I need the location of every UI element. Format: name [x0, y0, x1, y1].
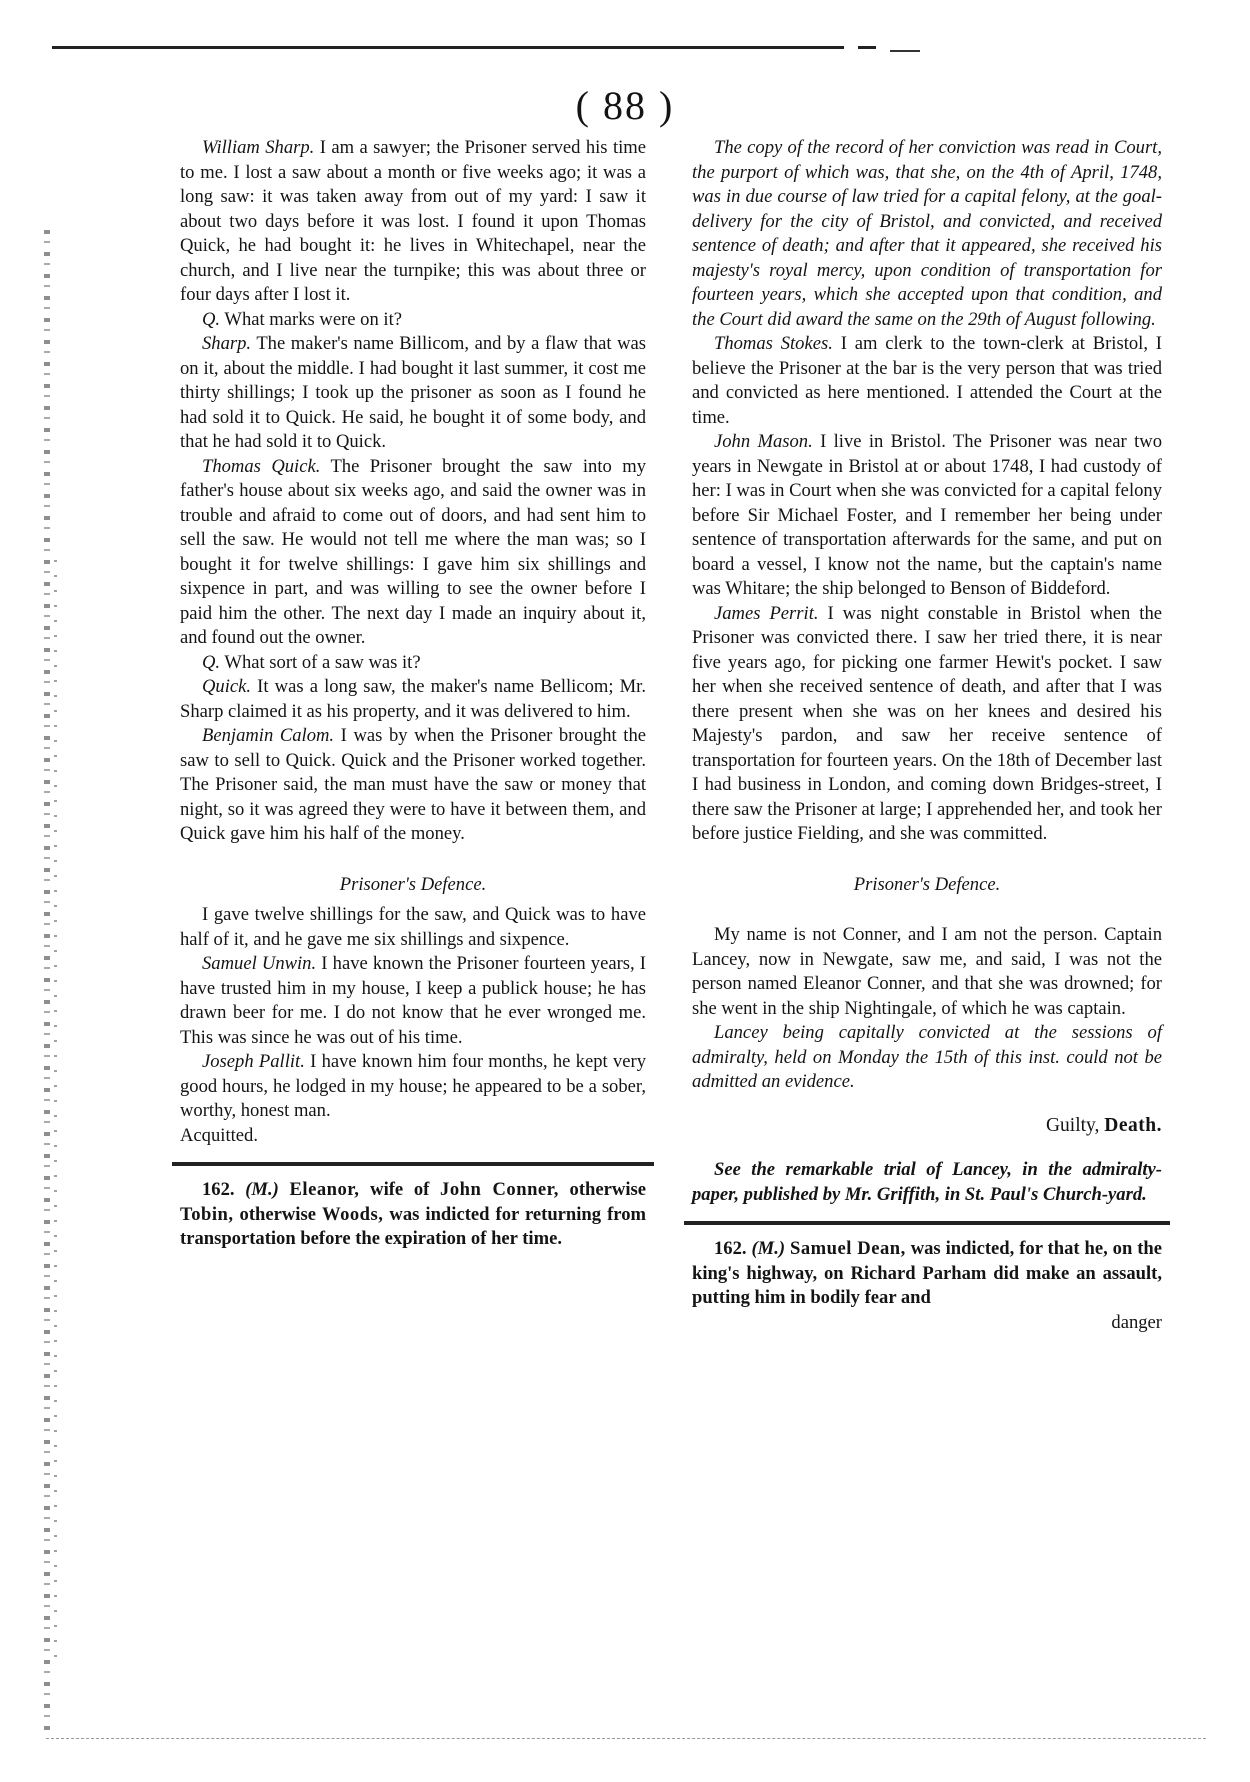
case-heading-dean — [692, 1237, 1162, 1311]
alias-name: Tobin, — [180, 1203, 234, 1225]
speaker-name: James Perrit. — [714, 602, 819, 624]
note-lancey-trial: See the remarkable trial of Lancey, in the admiralty-paper, published by Mr. Griffith, in St. Paul's Church-yard. — [692, 1159, 1162, 1205]
right-verdict — [692, 1114, 1162, 1139]
testimony-text: I have known the Prisoner fourteen years, I have trusted him in my house, I keep a publick house; he has drawn beer for me. I do not know that he ever wronged me. This was since he was out of his time. — [180, 953, 646, 1048]
speaker-name: John Mason. — [714, 431, 813, 452]
defence-paragraph — [692, 923, 1162, 1021]
case-heading-eleanor — [180, 1178, 646, 1252]
defendant-name: Samuel Dean, — [790, 1238, 906, 1259]
left-testimony — [180, 136, 646, 847]
testimony-text: The Prisoner brought the saw into my father's house about six weeks ago, and said the owner was in trouble and afraid to come out of doors, and had sent him to sell the saw. He would not tell me where the man was; so I bought it for twelve shillings: I gave him six shillings and sixpence in part, and was willing to see the owner before I paid him the other. The next day I made an inquiry about it, and found out the owner. — [180, 455, 646, 648]
speaker-name: William Sharp. — [202, 137, 315, 158]
case-number: 162. — [202, 1179, 235, 1200]
testimony-paragraph — [180, 136, 646, 308]
case-text: otherwise — [233, 1203, 322, 1225]
verdict-sentence: Death. — [1104, 1115, 1162, 1136]
court-mark: (M.) — [751, 1238, 786, 1259]
husband-name: John Conner, — [440, 1179, 559, 1200]
speaker-name: Thomas Quick. — [202, 455, 321, 477]
testimony-text: The maker's name Billicom, and by a flaw that was on it, about the middle. I had bought it last summer, it cost me thirty shillings; I took up the prisoner as soon as I found he had sold it to Quick. He said, he bought it of some body, and that he had sold it to Quick. — [180, 333, 646, 452]
testimony-text: What marks were on it? — [220, 308, 402, 330]
testimony-text: I have known him four months, he kept very good hours, he lodged in my house; he appeared to be a sober, worthy, honest man. — [180, 1051, 646, 1121]
right-column — [692, 136, 1162, 1335]
testimony-paragraph — [692, 136, 1162, 332]
left-defence-heading: Prisoner's Defence. — [339, 873, 487, 895]
testimony-text: It was a long saw, the maker's name Bellicom; Mr. Sharp claimed it as his property, and it was delivered to him. — [180, 676, 646, 722]
speaker-name: Samuel Unwin. — [202, 953, 317, 974]
testimony-paragraph — [180, 455, 646, 651]
testimony-text: I am a sawyer; the Prisoner served his time to me. I lost a saw about a month or five weeks ago; it was a long saw: it was taken away from out of my yard: I saw it about two days before it was lost. I found it upon Thomas Quick, he had bought it: he lives in Whitechapel, near the church, and I live near the turnpike; this was about three or four days after I lost it. — [180, 137, 646, 305]
right-testimony — [692, 136, 1162, 847]
top-rule-dash — [890, 50, 920, 52]
right-defence — [692, 923, 1162, 1095]
top-rule-dash — [858, 46, 876, 49]
testimony-text: What sort of a saw was it? — [220, 651, 421, 673]
case-separator — [684, 1221, 1170, 1225]
testimony-paragraph — [180, 332, 646, 455]
right-defence-heading: Prisoner's Defence. — [853, 873, 1001, 895]
defence-paragraph — [180, 952, 646, 1050]
defence-paragraph — [692, 1021, 1162, 1095]
verdict-label: Guilty, — [1045, 1115, 1100, 1136]
testimony-paragraph — [180, 308, 646, 333]
speaker-name: Quick. — [202, 676, 252, 697]
case-text: was indicted for returning from transportation before the expiration of her time. — [180, 1203, 646, 1249]
speaker-name: Q. — [202, 308, 221, 330]
alias-name: Woods, — [322, 1203, 384, 1225]
bottom-edge — [46, 1738, 1206, 1739]
scan-margin-marks — [54, 560, 57, 1660]
speaker-name: Benjamin Calom. — [202, 725, 335, 746]
court-mark: (M.) — [245, 1179, 279, 1200]
left-defence — [180, 903, 646, 1124]
testimony-text: I gave twelve shillings for the saw, and Quick was to have half of it, and he gave me six shillings and sixpence. — [180, 904, 646, 950]
page-number: ( 88 ) — [575, 83, 675, 128]
testimony-text: The copy of the record of her conviction was read in Court, the purport of which was, that she, on the 4th of April, 1748, was in due course of law tried for a capital felony, at the goal-delivery for the city of Bristol, and convicted, and received sentence of death; and after that it appeared, she received his majesty's royal mercy, upon condition of transportation for fourteen years, which she accepted upon that condition, and the Court did award the same on the 29th of August following. — [692, 137, 1162, 330]
left-column — [180, 136, 646, 1252]
testimony-text: I live in Bristol. The Prisoner was near two years in Newgate in Bristol at or about 1748, I had custody of her: I was in Court when she was convicted for a capital felony before Sir Michael Foster, and I remember her being under sentence of transportation afterwards for the same, and put on board a vessel, I know not the name, but the captain's name was Whitare; the ship belonged to Benson of Biddeford. — [692, 431, 1162, 599]
case-text: otherwise — [558, 1179, 646, 1200]
case-number: 162. — [714, 1238, 747, 1259]
defendant-name: Eleanor, — [289, 1179, 360, 1200]
testimony-text: I am clerk to the town-clerk at Bristol, I believe the Prisoner at the bar is the very person that was tried and convicted as here mentioned. I attended the Court at the time. — [692, 333, 1162, 428]
case-text: wife of — [359, 1179, 441, 1200]
top-rule — [52, 46, 844, 49]
case-text: was indicted, for that he, on the king's highway, on Richard Parham did make an assault, putting him in bodily fear and — [692, 1238, 1162, 1308]
scan-margin-marks — [44, 230, 50, 1730]
left-verdict: Acquitted. — [180, 1124, 258, 1146]
testimony-paragraph — [692, 430, 1162, 602]
defence-paragraph — [180, 1050, 646, 1124]
testimony-paragraph — [180, 651, 646, 676]
catchword: danger — [1111, 1311, 1162, 1333]
defence-paragraph — [180, 903, 646, 952]
speaker-name: Joseph Pallit. — [202, 1051, 305, 1072]
speaker-name: Sharp. — [202, 333, 252, 354]
testimony-text: I was night constable in Bristol when the Prisoner was convicted there. I saw her tried there, it is near five years ago, for picking one farmer Hewit's pocket. I saw her when she received sentence of death, and after that I was there present when she was on her knees and desired his Majesty's pardon, and saw her receive sentence of transportation for fourteen years. On the 18th of December last I had business in London, and coming down Bridges-street, I there saw the Prisoner at large; I apprehended her, and took her before justice Fielding, and she was committed. — [692, 602, 1162, 844]
speaker-name: Thomas Stokes. — [714, 333, 833, 354]
testimony-paragraph — [180, 724, 646, 847]
case-separator — [172, 1162, 654, 1166]
testimony-text: My name is not Conner, and I am not the person. Captain Lancey, now in Newgate, saw me, and said, I was not the person named Eleanor Conner, and that she was drowned; for she went in the ship Nightingale, of which he was captain. — [692, 924, 1162, 1019]
testimony-text: I was by when the Prisoner brought the saw to sell to Quick. Quick and the Prisoner worked together. The Prisoner said, the man must have the saw or money that night, so it was agreed they were to have it between them, and Quick gave him his half of the money. — [180, 725, 646, 844]
speaker-name: Q. — [202, 651, 221, 673]
testimony-paragraph — [692, 602, 1162, 847]
testimony-paragraph — [180, 675, 646, 724]
testimony-paragraph — [692, 332, 1162, 430]
testimony-text: Lancey being capitally convicted at the sessions of admiralty, held on Monday the 15th of this inst. could not be admitted an evidence. — [692, 1022, 1162, 1092]
